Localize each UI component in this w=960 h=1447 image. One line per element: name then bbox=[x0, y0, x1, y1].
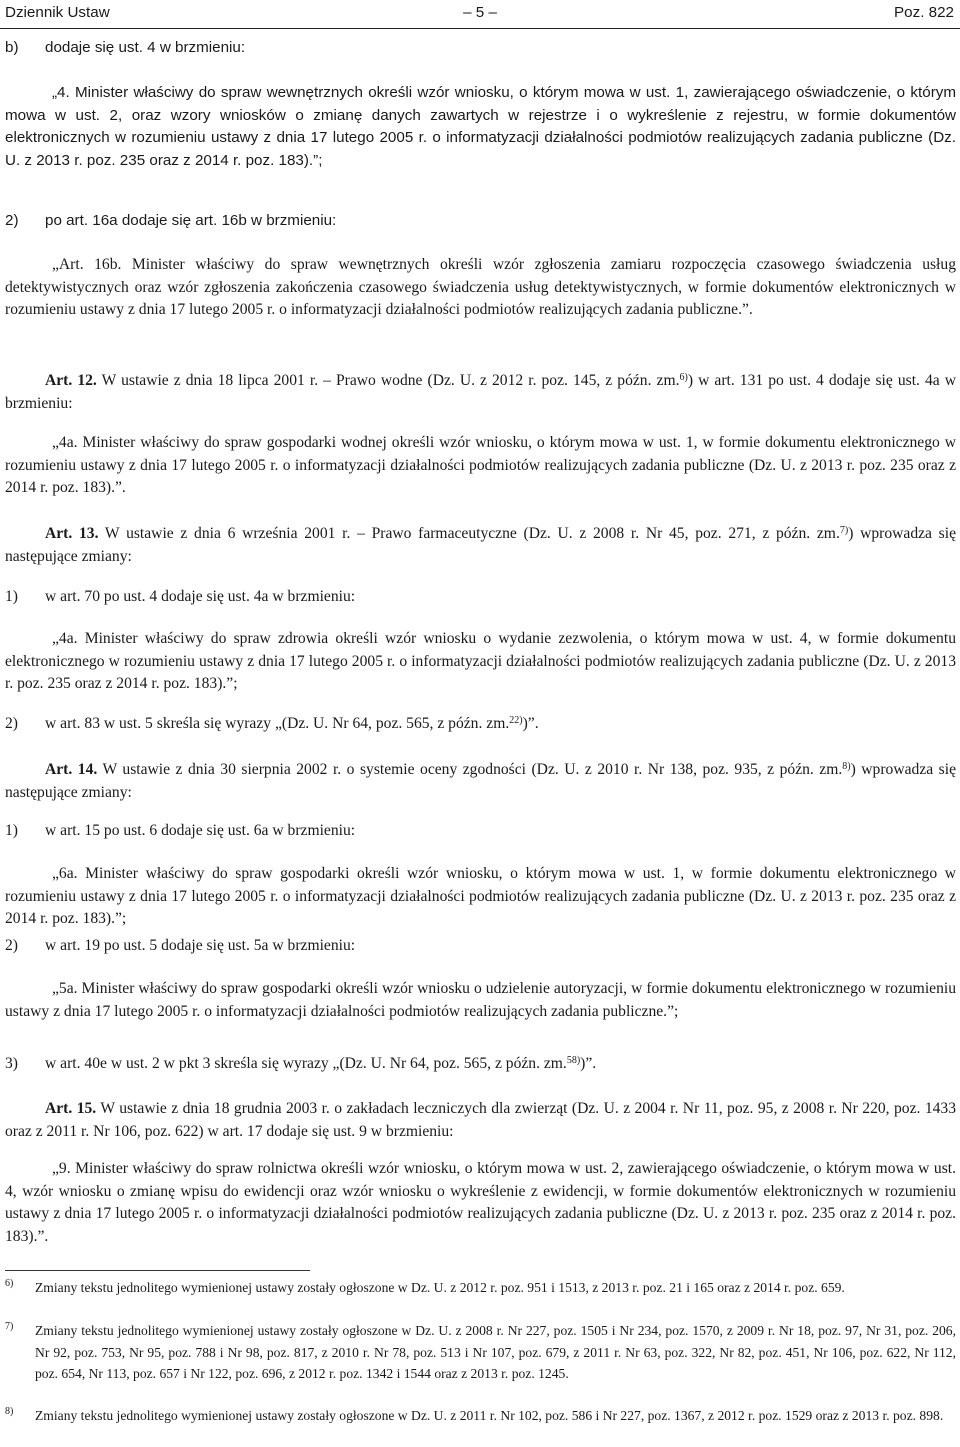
footnote-number: 8) bbox=[5, 1406, 14, 1417]
list-label: 2) bbox=[5, 937, 18, 954]
quoted-provision-art16b: „Art. 16b. Minister właściwy do spraw wewnętrznych określi wzór zgłoszenia zamiaru rozpoczęcia czasowego świadczenia usług detektywistycznych oraz wzór zgłoszenia zakończenia czasowego świadczenia usług detektywistycznych, w formie dokumentów elektronicznych w rozumieniu ustawy z dnia 17 lutego 2005 r. o informatyzacji działalności podmiotów realizujących zadania publiczne.”. bbox=[5, 256, 956, 318]
article-text: W ustawie z dnia 6 września 2001 r. – Prawo farmaceutyczne (Dz. U. z 2008 r. Nr 45, poz. 271, z późn. zm. bbox=[104, 525, 840, 542]
article-text-cont: ) wprowadza się następujące zmiany: bbox=[5, 525, 956, 565]
list-label: 1) bbox=[5, 822, 18, 839]
list-item-2 bbox=[5, 210, 960, 233]
quoted-provision-ust6a: „6a. Minister właściwy do spraw gospodarki określi wzór wniosku, o którym mowa w ust. 1, w formie dokumentu elektronicznego w rozumieniu ustawy z dnia 17 lutego 2005 r. o informatyzacji działalności podmiotów realizujących zadania publiczne (Dz. U. z 2013 r. poz. 235 oraz z 2014 r. poz. 183).”; bbox=[5, 865, 956, 927]
footnote-text: Zmiany tekstu jednolitego wymienionej ustawy zostały ogłoszone w Dz. U. z 2012 r. poz. 951 i 1513, z 2013 r. poz. 21 i 165 oraz z 2014 r. poz. 659. bbox=[35, 1280, 845, 1295]
footnote-ref: 58) bbox=[566, 1055, 581, 1066]
list-label: 3) bbox=[5, 1055, 18, 1072]
footnote-text: Zmiany tekstu jednolitego wymienionej ustawy zostały ogłoszone w Dz. U. z 2011 r. Nr 102, poz. 586 i Nr 227, poz. 1367, z 2012 r. poz. 1529 oraz z 2013 r. poz. 898. bbox=[35, 1408, 944, 1423]
article-12 bbox=[5, 370, 956, 415]
list-text: w art. 15 po ust. 6 dodaje się ust. 6a w brzmieniu: bbox=[45, 822, 356, 839]
list-text: w art. 40e w ust. 2 w pkt 3 skreśla się wyrazy „(Dz. U. Nr 64, poz. 565, z późn. zm. bbox=[45, 1055, 567, 1072]
article-text-cont: ) w art. 131 po ust. 4 dodaje się ust. 4a w brzmieniu: bbox=[5, 372, 957, 412]
footnote-number: 6) bbox=[5, 1278, 14, 1289]
list-label: 1) bbox=[5, 588, 18, 605]
footnote-ref: 6) bbox=[679, 372, 688, 383]
list-text-cont: )”. bbox=[522, 715, 539, 732]
article-15 bbox=[5, 1098, 956, 1143]
article-label: Art. 13. bbox=[45, 525, 99, 542]
article-text: W ustawie z dnia 18 lipca 2001 r. – Prawo wodne (Dz. U. z 2012 r. poz. 145, z późn. zm. bbox=[101, 372, 680, 389]
list-text: po art. 16a dodaje się art. 16b w brzmieniu: bbox=[45, 212, 337, 229]
article-text: W ustawie z dnia 30 sierpnia 2002 r. o systemie oceny zgodności (Dz. U. z 2010 r. Nr 138, poz. 935, z późn. zm. bbox=[102, 761, 843, 778]
article-13 bbox=[5, 523, 956, 568]
list-label: b) bbox=[5, 39, 19, 56]
list-item-1 bbox=[5, 586, 960, 609]
article-14 bbox=[5, 759, 956, 804]
article-label: Art. 15. bbox=[45, 1100, 97, 1117]
list-text: w art. 83 w ust. 5 skreśla się wyrazy „(Dz. U. Nr 64, poz. 565, z późn. zm. bbox=[45, 715, 510, 732]
list-text: dodaje się ust. 4 w brzmieniu: bbox=[45, 39, 246, 56]
header-rule bbox=[0, 28, 960, 29]
footnote-8 bbox=[5, 1405, 956, 1427]
quoted-provision-ust4: „4. Minister właściwy do spraw wewnętrznych określi wzór wniosku, o którym mowa w ust. 1, zawierającego oświadczenie, o którym mowa w ust. 2, oraz wzory wniosków o zmianę danych zawartych w rejestrze i o wykreślenie z rejestru, w formie dokumentów elektronicznych w rozumieniu ustawy z dnia 17 lutego 2005 r. o informatyzacji działalności podmiotów realizujących zadania publiczne (Dz. U. z 2013 r. poz. 235 oraz z 2014 r. poz. 183).”; bbox=[5, 84, 956, 169]
quoted-provision-ust4a-water: „4a. Minister właściwy do spraw gospodarki wodnej określi wzór wniosku, o którym mowa w ust. 1, w formie dokumentu elektronicznego w rozumieniu ustawy z dnia 17 lutego 2005 r. o informatyzacji działalności podmiotów realizujących zadania publiczne (Dz. U. z 2013 r. poz. 235 oraz z 2014 r. poz. 183).”. bbox=[5, 434, 956, 496]
quoted-provision-ust5a: „5a. Minister właściwy do spraw gospodarki określi wzór wniosku o udzielenie autoryzacji, w formie dokumentu elektronicznego w rozumieniu ustawy z dnia 17 lutego 2005 r. o informatyzacji działalności podmiotów realizujących zadania publiczne.”; bbox=[5, 980, 956, 1020]
footnote-separator bbox=[5, 1270, 310, 1271]
list-label: 2) bbox=[5, 715, 18, 732]
list-item-2 bbox=[5, 935, 960, 958]
footnote-ref: 7) bbox=[839, 525, 849, 536]
quoted-provision-ust9: „9. Minister właściwy do spraw rolnictwa określi wzór wniosku, o którym mowa w ust. 2, zawierającego oświadczenie, o którym mowa w ust. 4, wzór wniosku o zmianę wpisu do ewidencji oraz wzór wniosku o wykreślenie z ewidencji, w formie dokumentów elektronicznych w rozumieniu ustawy z dnia 17 lutego 2005 r. o informatyzacji działalności podmiotów realizujących zadania publiczne (Dz. U. z 2013 r. poz. 235 oraz z 2014 r. poz. 183).”. bbox=[5, 1160, 956, 1245]
list-text-cont: )”. bbox=[580, 1055, 597, 1072]
journal-title: Dziennik Ustaw bbox=[5, 4, 110, 21]
article-text: W ustawie z dnia 18 grudnia 2003 r. o zakładach leczniczych dla zwierząt (Dz. U. z 2004 r. Nr 11, poz. 95, z 2008 r. Nr 220, poz. 1433 oraz z 2011 r. Nr 106, poz. 622) w art. 17 dodaje się ust. 9 w brzmieniu: bbox=[5, 1100, 957, 1140]
article-text-cont: ) wprowadza się następujące zmiany: bbox=[5, 761, 956, 801]
list-text: w art. 70 po ust. 4 dodaje się ust. 4a w brzmieniu: bbox=[45, 588, 356, 605]
list-text: w art. 19 po ust. 5 dodaje się ust. 5a w brzmieniu: bbox=[45, 937, 356, 954]
list-item-b bbox=[5, 37, 960, 60]
footnote-7 bbox=[5, 1320, 956, 1385]
list-item-3 bbox=[5, 1053, 960, 1076]
footnote-number: 7) bbox=[5, 1321, 14, 1332]
footnote-ref: 8) bbox=[842, 761, 851, 772]
quoted-provision-ust4a-pharma: „4a. Minister właściwy do spraw zdrowia określi wzór wniosku o wydanie zezwolenia, o którym mowa w ust. 4, w formie dokumentu elektronicznego w rozumieniu ustawy z dnia 17 lutego 2005 r. o informatyzacji działalności podmiotów realizujących zadania publiczne (Dz. U. z 2013 r. poz. 235 oraz z 2014 r. poz. 183).”; bbox=[5, 630, 956, 692]
footnote-text: Zmiany tekstu jednolitego wymienionej ustawy zostały ogłoszone w Dz. U. z 2008 r. Nr 227, poz. 1505 i Nr 234, poz. 1570, z 2009 r. Nr 18, poz. 97, Nr 31, poz. 206, Nr 92, poz. 753, Nr 95, poz. 788 i Nr 98, poz. 817, z 2010 r. Nr 78, poz. 513 i Nr 107, poz. 679, z 2011 r. Nr 63, poz. 322, Nr 82, poz. 451, Nr 106, poz. 622, Nr 112, poz. 654, Nr 113, poz. 657 i Nr 122, poz. 696, z 2012 r. poz. 1342 i 1544 oraz z 2013 r. poz. 1245. bbox=[35, 1323, 956, 1381]
list-item-1 bbox=[5, 820, 960, 843]
footnote-ref: 22) bbox=[509, 715, 523, 726]
list-item-2 bbox=[5, 713, 960, 736]
article-label: Art. 12. bbox=[45, 372, 97, 389]
footnote-6 bbox=[5, 1277, 956, 1299]
page-header bbox=[0, 0, 960, 30]
article-label: Art. 14. bbox=[45, 761, 98, 778]
page-number: – 5 – bbox=[463, 4, 497, 21]
list-label: 2) bbox=[5, 212, 19, 229]
position-number: Poz. 822 bbox=[894, 4, 954, 21]
